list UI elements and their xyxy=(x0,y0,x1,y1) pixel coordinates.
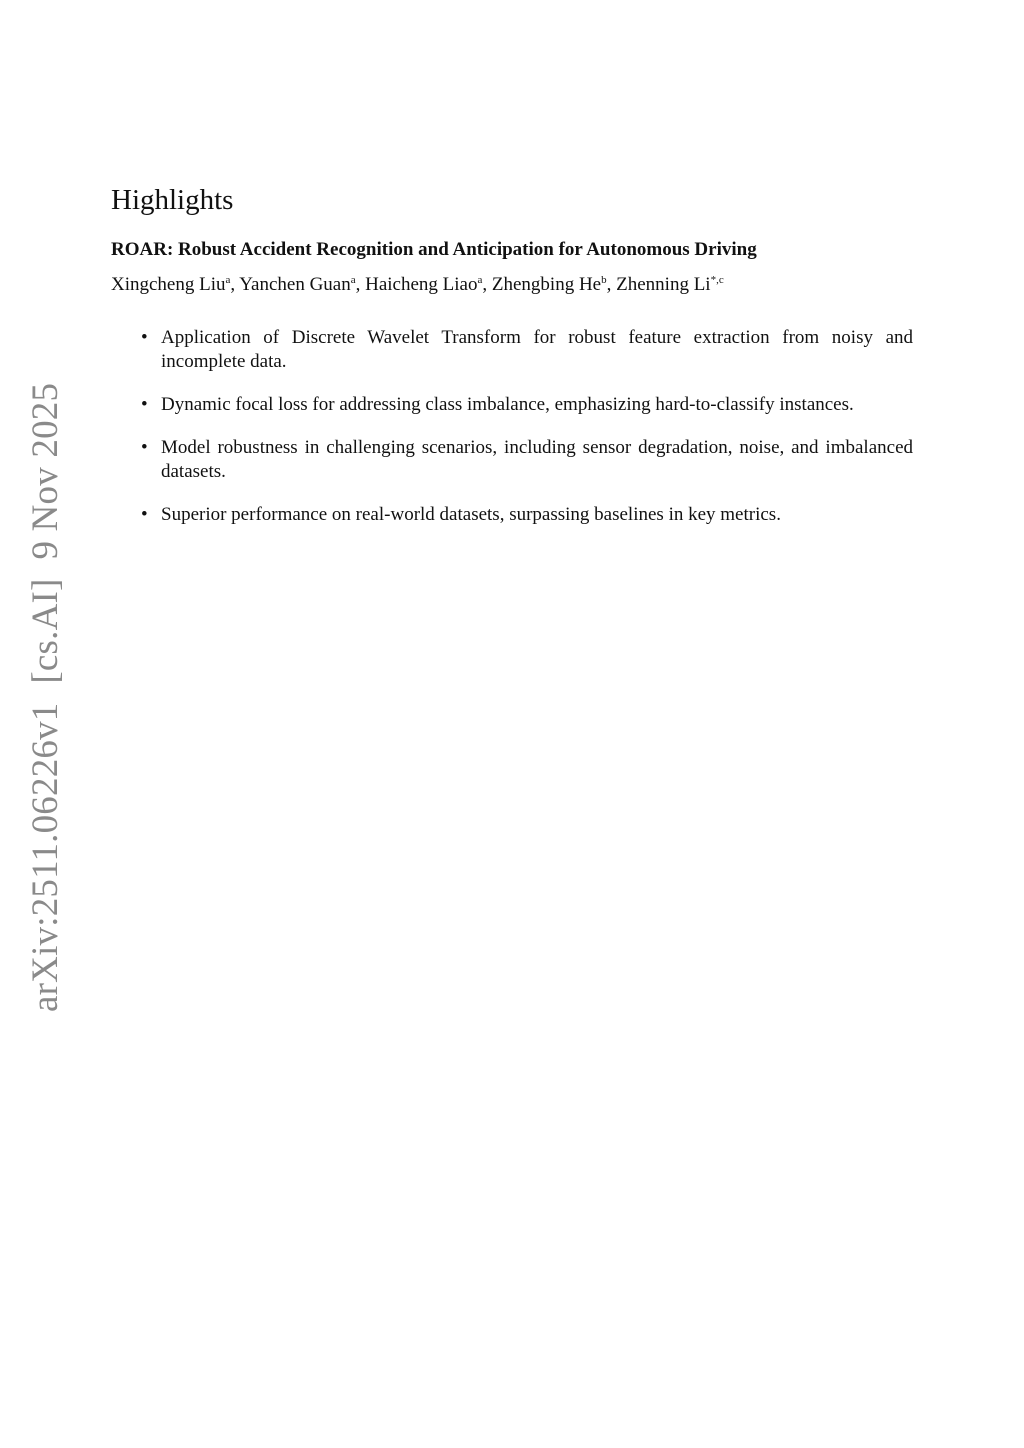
author-name: Zhenning Li xyxy=(616,274,711,295)
highlight-item xyxy=(141,393,913,417)
highlight-item xyxy=(141,326,913,374)
author-separator: , xyxy=(230,274,240,295)
author-separator: , xyxy=(355,274,366,295)
author-separator: , xyxy=(482,274,492,295)
author-entry xyxy=(111,274,239,295)
paper-title: ROAR: Robust Accident Recognition and Anticipation for Autonomous Driving xyxy=(111,239,757,260)
bullet-marker: • xyxy=(141,394,148,415)
author-affiliation-mark: a xyxy=(477,274,483,286)
author-entry xyxy=(616,274,724,295)
author-name: Xingcheng Liu xyxy=(111,274,226,295)
author-name: Haicheng Liao xyxy=(365,274,478,295)
highlight-item xyxy=(141,503,913,527)
highlight-text: Superior performance on real-world datasets, surpassing baselines in key metrics. xyxy=(161,504,781,525)
highlights-list xyxy=(141,326,913,546)
highlight-item xyxy=(141,436,913,484)
author-list xyxy=(111,273,724,297)
author-separator: , xyxy=(606,274,617,295)
bullet-marker: • xyxy=(141,437,148,458)
author-affiliation-mark: b xyxy=(601,274,607,286)
highlight-text: Application of Discrete Wavelet Transform for robust feature extraction from noisy and incomplete data. xyxy=(161,327,913,372)
author-entry xyxy=(239,274,365,295)
author-entry xyxy=(365,274,492,295)
bullet-marker: • xyxy=(141,504,148,525)
highlight-text: Model robustness in challenging scenarios, including sensor degradation, noise, and imbalanced datasets. xyxy=(161,437,913,482)
highlight-text: Dynamic focal loss for addressing class imbalance, emphasizing hard-to-classify instances. xyxy=(161,394,854,415)
author-affiliation-mark: a xyxy=(350,274,356,286)
author-name: Zhengbing He xyxy=(491,274,602,295)
highlights-heading: Highlights xyxy=(111,184,234,216)
bullet-marker: • xyxy=(141,327,148,348)
arxiv-identifier-stamp: arXiv:2511.06226v1 [cs.AI] 9 Nov 2025 xyxy=(25,382,66,1012)
author-entry xyxy=(492,274,616,295)
author-affiliation-mark: *,c xyxy=(710,274,724,286)
author-name: Yanchen Guan xyxy=(239,274,351,295)
author-affiliation-mark: a xyxy=(225,274,231,286)
